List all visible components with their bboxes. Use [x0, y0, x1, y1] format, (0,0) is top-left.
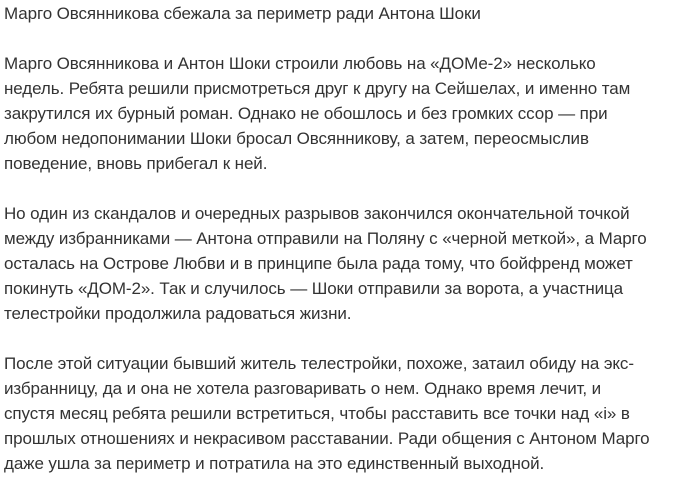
text-line: Марго Овсянникова и Антон Шоки строили любовь на «ДОМе-2» несколько: [4, 54, 596, 73]
text-line: недель. Ребята решили присмотреться друг к другу на Сейшелах, и именно там: [4, 79, 631, 98]
text-line: прошлых отношениях и некрасивом расставании. Ради общения с Антоном Марго: [4, 429, 650, 448]
text-line: любом недопонимании Шоки бросал Овсянникову, а затем, переосмыслив: [4, 129, 589, 148]
text-line: телестройки продолжила радоваться жизни.: [4, 304, 352, 323]
text-line: осталась на Острове Любви и в принципе была рада тому, что бойфренд может: [4, 254, 633, 273]
text-line: даже ушла за периметр и потратила на это единственный выходной.: [4, 454, 545, 473]
article-paragraph: [4, 201, 691, 326]
article-body: [4, 51, 691, 476]
text-line: избранницу, да и она не хотела разговаривать о нем. Однако время лечит, и: [4, 379, 602, 398]
article-paragraph: [4, 51, 691, 176]
article-title: Марго Овсянникова сбежала за периметр ради Антона Шоки: [4, 4, 481, 23]
text-line: покинуть «ДОМ-2». Так и случилось — Шоки отправили за ворота, а участница: [4, 279, 624, 298]
text-line: поведение, вновь прибегал к ней.: [4, 154, 268, 173]
text-line: между избранниками — Антона отправили на Поляну с «черной меткой», а Марго: [4, 229, 647, 248]
text-line: Но один из скандалов и очередных разрывов закончился окончательной точкой: [4, 204, 630, 223]
text-line: После этой ситуации бывший житель телестройки, похоже, затаил обиду на экс-: [4, 354, 634, 373]
text-line: спустя месяц ребята решили встретиться, чтобы расставить все точки над «i» в: [4, 404, 630, 423]
text-line: закрутился их бурный роман. Однако не обошлось и без громких ссор — при: [4, 104, 608, 123]
article-paragraph: [4, 351, 691, 476]
